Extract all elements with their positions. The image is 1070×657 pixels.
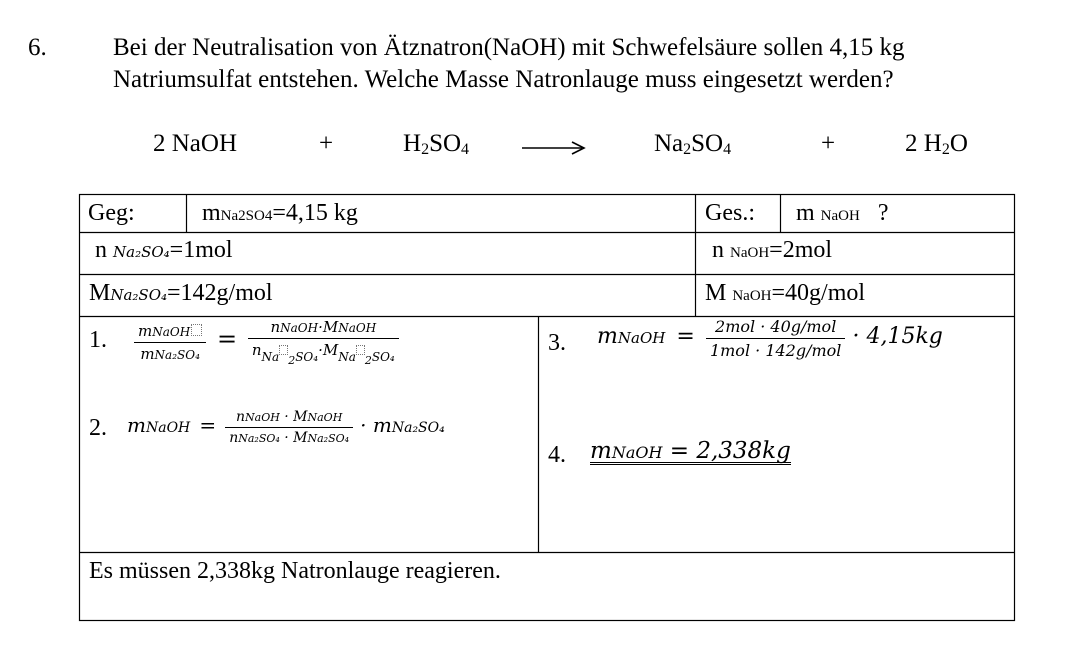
- question-text-line-1: Bei der Neutralisation von Ätznatron(NaOH) mit Schwefelsäure sollen 4,15 kg: [113, 34, 905, 61]
- step-4-number: 4.: [548, 442, 566, 468]
- step-1-left-fraction: $\frac{\text{mNaOH}}{\text{mNa₂SO₄}}$: [134, 322, 206, 363]
- step-3-formula: mNaOH = $\frac{\text{2mol · 40g/mol}}{\text{1mol · 142g/mol}}$ · 4,15kg: [597, 317, 943, 360]
- reactant-naoh: 2 NaOH: [153, 130, 238, 157]
- step-1-formula: $\frac{\text{mNaOH}}{\text{mNa₂SO₄}}$ = $\frac{\text{nNaOH·MNaOH}}{n_{Na} _{2SO_4}\cdot M_{Na} _{2SO_4}}$: [134, 318, 399, 367]
- step-1-number: 1.: [89, 327, 107, 353]
- molar-mass-naoh: M NaOH=40g/mol: [705, 280, 866, 306]
- amount-naoh: n NaOH=2mol: [712, 237, 833, 263]
- given-mass-na2so4: mNa2SO4=4,15 kg: [202, 200, 358, 226]
- answer-sentence: Es müssen 2,338kg Natronlauge reagieren.: [89, 558, 501, 584]
- plus-sign-2: +: [821, 130, 836, 157]
- molar-mass-na2so4: MNa₂SO₄=142g/mol: [89, 280, 273, 306]
- step-2-fraction: $\frac{\text{nNaOH · MNaOH}}{\text{nNa₂SO₄ · MNa₂SO₄}}$: [225, 409, 353, 446]
- step-4-result: mNaOH = 2,338kg: [590, 438, 791, 464]
- product-h2o: 2 $H_2O$: [905, 130, 968, 158]
- step-1-right-fraction: $\frac{\text{nNaOH·MNaOH}}{n_{Na} _{2SO_4}\cdot M_{Na} _{2SO_4}}$: [248, 318, 399, 367]
- product-na2so4: $Na_2SO_4$: [654, 130, 732, 158]
- step-3-number: 3.: [548, 330, 566, 356]
- plus-sign-1: +: [319, 130, 334, 157]
- question-number: 6.: [28, 34, 47, 61]
- reactant-h2so4: $H_2SO_4$: [403, 130, 470, 158]
- step-2-number: 2.: [89, 415, 107, 441]
- step-2-formula: mNaOH = $\frac{\text{nNaOH · MNaOH}}{\text{nNa₂SO₄ · MNa₂SO₄}}$ · mNa₂SO₄: [127, 409, 445, 446]
- step-3-fraction: $\frac{\text{2mol · 40g/mol}}{\text{1mol · 142g/mol}}$: [706, 317, 845, 360]
- wanted-label: Ges.:: [705, 200, 755, 226]
- amount-na2so4: n Na₂SO₄=1mol: [95, 237, 233, 263]
- question-text-line-2: Natriumsulfat entstehen. Welche Masse Natronlauge muss eingesetzt werden?: [113, 66, 894, 93]
- wanted-mass-naoh: m NaOH ?: [796, 200, 889, 226]
- given-label: Geg:: [88, 200, 135, 226]
